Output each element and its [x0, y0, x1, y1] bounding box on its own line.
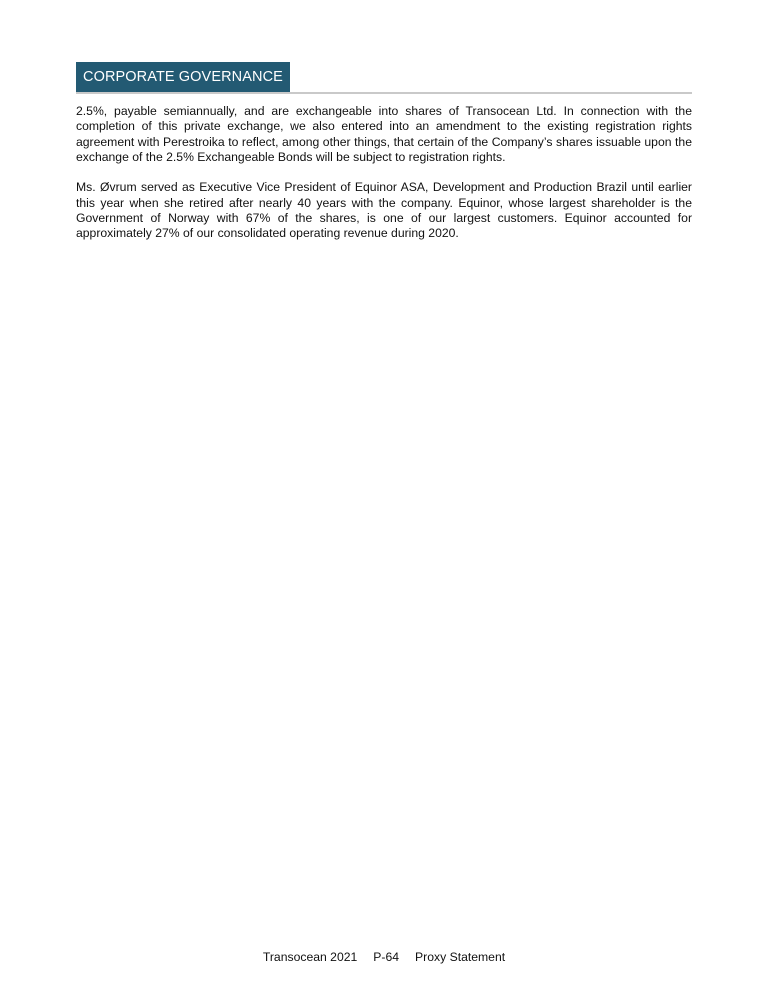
footer-page-number: P-64: [373, 950, 400, 964]
footer-document-name: Proxy Statement: [415, 950, 506, 964]
section-header: [76, 62, 692, 94]
body-text: [76, 104, 692, 257]
paragraph-exchangeable-bonds: 2.5%, payable semiannually, and are exchangeable into shares of Transocean Ltd. In connection with the completion of this private exchange, we also entered into an amendment to the existing registration rights agreement with Perestroika to reflect, among other things, that certain of the Company’s shares issuable upon the exchange of the 2.5% Exchangeable Bonds will be subject to registration rights.: [76, 104, 692, 164]
paragraph-ovrum-equinor: Ms. Øvrum served as Executive Vice President of Equinor ASA, Development and Production Brazil until earlier this year when she retired after nearly 40 years with the company. Equinor, whose largest shareholder is the Government of Norway with 67% of the shares, is one of our largest customers. Equinor accounted for approximately 27% of our consolidated operating revenue during 2020.: [76, 180, 692, 241]
section-divider: [76, 92, 692, 94]
footer-company: Transocean 2021: [262, 950, 358, 964]
section-title: CORPORATE GOVERNANCE: [76, 62, 290, 92]
page-footer: [0, 949, 768, 965]
